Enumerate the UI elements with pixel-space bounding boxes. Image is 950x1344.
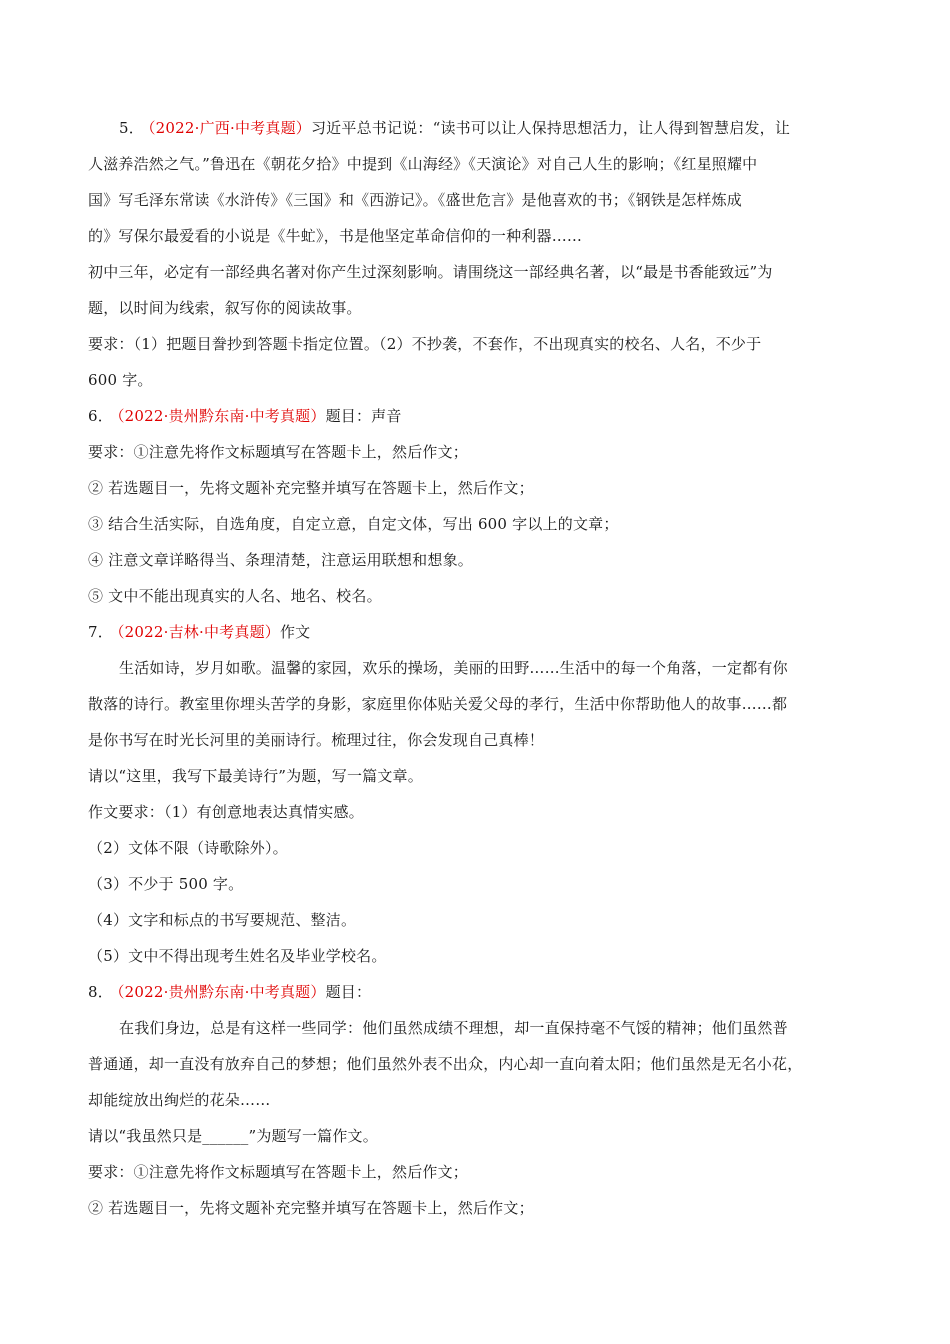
q5-line-8: 600 字。 xyxy=(88,371,153,389)
q8-line-2: 普通通，却一直没有放弃自己的梦想；他们虽然外表不出众，内心却一直向着太阳；他们虽然是无名小花， xyxy=(88,1055,803,1073)
q8-title: 题目： xyxy=(325,983,372,1001)
q6-line-1: 要求：①注意先将作文标题填写在答题卡上，然后作文； xyxy=(88,443,469,461)
q7-line-1: 生活如诗，岁月如歌。温馨的家园，欢乐的操场，美丽的田野……生活中的每一个角落，一定都有你 xyxy=(119,659,788,677)
q5-line-7: 要求：（1）把题目誊抄到答题卡指定位置。（2）不抄袭，不套作，不出现真实的校名、人名，不少于 xyxy=(88,335,762,353)
q6-header xyxy=(88,398,863,434)
q8-header xyxy=(88,974,863,1010)
q8-line-6: ② 若选题目一，先将文题补充完整并填写在答题卡上，然后作文； xyxy=(88,1199,534,1217)
q8-line-4: 请以“我虽然只是______”为题写一篇作文。 xyxy=(88,1127,378,1145)
q7-line-2: 散落的诗行。教室里你埋头苦学的身影，家庭里你体贴关爱父母的孝行，生活中你帮助他人的故事……都 xyxy=(88,695,788,713)
q5-line-2: 人滋养浩然之气。”鲁迅在《朝花夕拾》中提到《山海经》《天演论》对自己人生的影响；《红星照耀中 xyxy=(88,155,758,173)
q6-title: 题目：声音 xyxy=(325,407,402,425)
q7-line-8: （4）文字和标点的书写要规范、整洁。 xyxy=(88,911,357,929)
q7-line-4: 请以“这里，我写下最美诗行”为题，写一篇文章。 xyxy=(88,767,423,785)
q5-line-1 xyxy=(88,110,863,146)
q7-line-3: 是你书写在时光长河里的美丽诗行。梳理过往，你会发现自己真棒！ xyxy=(88,731,545,749)
q7-line-7: （3）不少于 500 字。 xyxy=(88,875,244,893)
q6-line-5: ⑤ 文中不能出现真实的人名、地名、校名。 xyxy=(88,587,382,605)
q7-line-5: 作文要求：（1）有创意地表达真情实感。 xyxy=(88,803,364,821)
q6-line-2: ② 若选题目一，先将文题补充完整并填写在答题卡上，然后作文； xyxy=(88,479,534,497)
q5-source: （2022·广西·中考真题） xyxy=(147,119,311,137)
q5-text-1: 习近平总书记说：“读书可以让人保持思想活力，让人得到智慧启发，让 xyxy=(310,119,791,137)
q5-line-3: 国》写毛泽东常读《水浒传》《三国》和《西游记》。《盛世危言》是他喜欢的书；《钢铁是怎样炼成 xyxy=(88,191,743,209)
q5-line-4: 的》写保尔最爱看的小说是《牛虻》，书是他坚定革命信仰的一种利器…… xyxy=(88,227,583,245)
q5-line-5: 初中三年，必定有一部经典名著对你产生过深刻影响。请围绕这一部经典名著，以“最是书香能致远”为 xyxy=(88,263,773,281)
document-content xyxy=(88,110,863,1226)
q7-line-9: （5）文中不得出现考生姓名及毕业学校名。 xyxy=(88,947,387,965)
q7-number: 7． xyxy=(88,623,113,641)
q6-line-4: ④ 注意文章详略得当、条理清楚，注意运用联想和想象。 xyxy=(88,551,473,569)
q6-line-3: ③ 结合生活实际，自选角度，自定立意，自定文体，写出 600 字以上的文章； xyxy=(88,515,619,533)
q7-source: （2022·吉林·中考真题） xyxy=(116,623,280,641)
q7-line-6: （2）文体不限（诗歌除外）。 xyxy=(88,839,288,857)
q5-line-6: 题，以时间为线索，叙写你的阅读故事。 xyxy=(88,299,362,317)
q7-title: 作文 xyxy=(279,623,311,641)
q6-number: 6． xyxy=(88,407,113,425)
q8-line-5: 要求：①注意先将作文标题填写在答题卡上，然后作文； xyxy=(88,1163,469,1181)
q7-header xyxy=(88,614,863,650)
q8-source: （2022·贵州黔东南·中考真题） xyxy=(116,983,326,1001)
q6-source: （2022·贵州黔东南·中考真题） xyxy=(116,407,326,425)
q8-line-3: 却能绽放出绚烂的花朵…… xyxy=(88,1091,271,1109)
q5-number: 5． xyxy=(119,119,144,137)
q8-line-1: 在我们身边，总是有这样一些同学：他们虽然成绩不理想，却一直保持毫不气馁的精神；他们虽然普 xyxy=(119,1019,788,1037)
q8-number: 8． xyxy=(88,983,113,1001)
